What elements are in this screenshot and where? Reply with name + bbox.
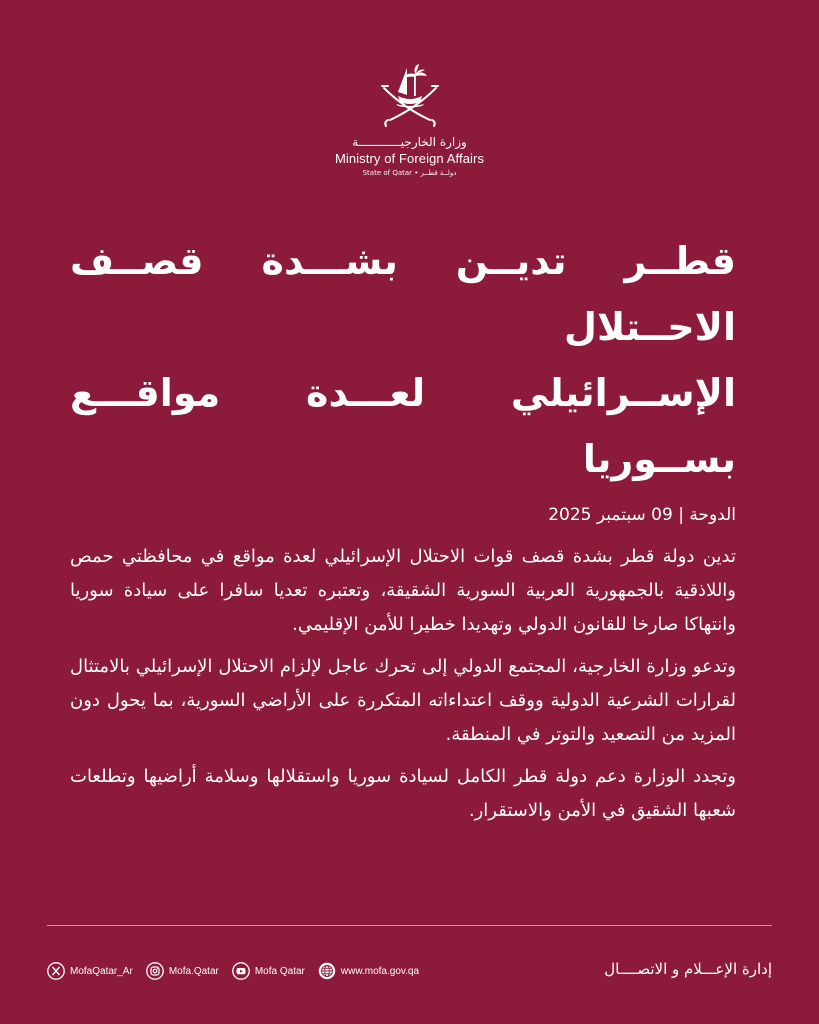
dateline: الدوحة | 09 سبتمبر 2025 [548,505,736,525]
state-of-qatar-label: State of Qatar • دولــة قطــر [362,169,457,177]
statement-body [70,228,736,828]
statement-title [70,228,736,492]
social-link-instagram[interactable] [146,962,219,980]
paragraph: تدين دولة قطر بشدة قصف قوات الاحتلال الإسرائيلي لعدة مواقع في محافظتي حمص واللاذقية بالجمهورية العربية السورية الشقيقة، وتعتبره تعديا سافرا على سيادة سوريا وانتهاكا صارخا للقانون الدولي وتهديدا خطيرا للأمن الإقليمي. [70,546,736,635]
social-link-x[interactable] [47,962,133,980]
department-name: إدارة الإعـــلام و الاتصــــال [604,960,772,978]
footer-divider [47,925,772,926]
title-line: الإســرائيلي لعـــدة مواقـــع بســوريا [70,371,736,481]
youtube-icon [232,962,250,980]
social-link-youtube[interactable] [232,962,305,980]
social-label: Mofa.Qatar [168,965,219,977]
x-icon [47,962,65,980]
social-link-website[interactable] [318,962,419,980]
ministry-name-english: Ministry of Foreign Affairs [334,151,485,166]
ministry-name-arabic: وزارة الخارجيــــــــــــة [352,135,467,149]
ministry-logo [0,58,819,179]
paragraph: وتدعو وزارة الخارجية، المجتمع الدولي إلى تحرك عاجل لإلزام الاحتلال الإسرائيلي بالامتثال لقرارات الشرعية الدولية ووقف اعتداءاته المتكررة على الأراضي السورية، بما يحول دون المزيد من التصعيد والتوتر في المنطقة. [70,656,736,745]
social-label: MofaQatar_Ar [70,965,133,977]
social-links [47,958,432,984]
qatar-emblem-icon [374,58,446,130]
instagram-icon [146,962,164,980]
social-label: www.mofa.gov.qa [340,965,420,977]
social-label: Mofa Qatar [254,965,305,977]
globe-icon [318,962,336,980]
paragraph: وتجدد الوزارة دعم دولة قطر الكامل لسيادة سوريا واستقلالها وسلامة أراضيها وتطلعات شعبها الشقيق في الأمن والاستقرار. [70,766,736,821]
title-line: قطــر تديــن بشـــدة قصــف الاحــتلال [70,239,736,349]
